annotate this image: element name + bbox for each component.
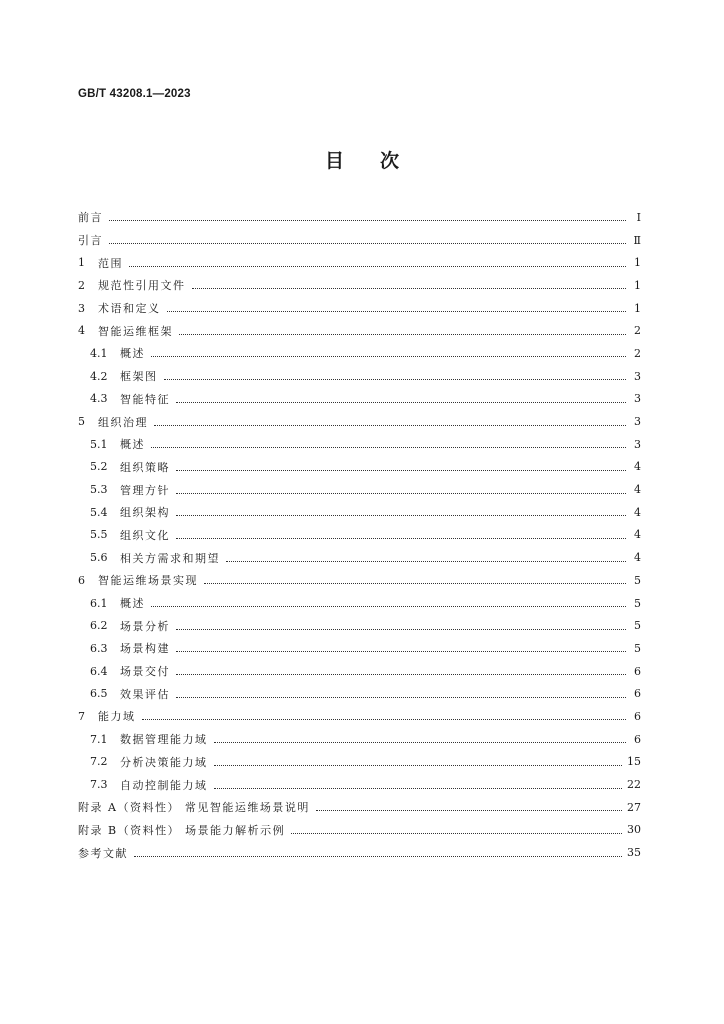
toc-entry-label: 场景分析 [120, 619, 170, 633]
toc-entry-number: 6.3 [90, 641, 108, 655]
toc-entry-number: 6.5 [90, 687, 108, 701]
toc-entry-page: 6 [634, 732, 641, 746]
toc-entry-page: 3 [634, 369, 641, 383]
toc-entry-page: 1 [634, 301, 641, 315]
toc-entry-label: 效果评估 [120, 687, 170, 701]
toc-entry-page: 5 [634, 596, 641, 610]
dot-leader [154, 424, 626, 426]
dot-leader [151, 446, 626, 448]
toc-entry[interactable] [78, 682, 641, 705]
dot-leader [226, 560, 626, 562]
toc-entry-label: 相关方需求和期望 [120, 551, 220, 565]
toc-entry-number: 4.1 [90, 346, 108, 360]
dot-leader [291, 832, 622, 834]
dot-leader [176, 469, 626, 471]
dot-leader [151, 355, 626, 357]
toc-entry-label: 范围 [98, 256, 123, 270]
dot-leader [176, 537, 626, 539]
toc-entry[interactable] [78, 501, 641, 524]
toc-entry-label: 组织文化 [120, 528, 170, 542]
dot-leader [176, 492, 626, 494]
standard-code: GB/T 43208.1—2023 [78, 88, 191, 100]
toc-entry-number: 5.1 [90, 437, 108, 451]
toc-entry-page: 6 [634, 709, 641, 723]
toc-entry-label: 自动控制能力域 [120, 778, 208, 792]
toc-entry-label: 组织治理 [98, 415, 148, 429]
toc-entry-label: 概述 [120, 438, 145, 452]
toc-entry-label: 引言 [78, 234, 103, 248]
toc-entry[interactable] [78, 705, 641, 728]
dot-leader [179, 333, 626, 335]
toc-entry-number: 6.4 [90, 664, 108, 678]
toc-entry-page: 3 [634, 437, 641, 451]
toc-entry[interactable] [78, 456, 641, 479]
dot-leader [109, 219, 626, 221]
toc-entry-label: 场景构建 [120, 642, 170, 656]
toc-entry-label: 前言 [78, 211, 103, 225]
toc-entry-page: Ⅱ [633, 233, 641, 247]
dot-leader [192, 287, 627, 289]
toc-entry-label: 规范性引用文件 [98, 279, 186, 293]
toc-entry[interactable] [78, 206, 641, 229]
toc-entry-number: 2 [78, 278, 85, 292]
toc-entry-page: 30 [627, 823, 641, 837]
toc-entry-page: 4 [634, 505, 641, 519]
toc-entry-label: 智能运维场景实现 [98, 574, 198, 588]
toc-entry-label: 术语和定义 [98, 302, 161, 316]
toc-entry[interactable] [78, 592, 641, 615]
toc-entry[interactable] [78, 433, 641, 456]
toc-entry-number: 5 [78, 415, 85, 429]
toc-entry[interactable] [78, 274, 641, 297]
toc-entry-label: 管理方针 [120, 483, 170, 497]
dot-leader [167, 310, 627, 312]
toc-entry-number: 4.2 [90, 369, 108, 383]
toc-entry-label: 场景交付 [120, 665, 170, 679]
toc-entry-number: 6.2 [90, 619, 108, 633]
toc-entry-number: 7.1 [90, 732, 108, 746]
toc-entry-page: 35 [627, 846, 641, 860]
toc-entry[interactable] [78, 751, 641, 774]
toc-entry-number: 3 [78, 301, 85, 315]
toc-entry[interactable] [78, 365, 641, 388]
toc-entry-page: 6 [634, 687, 641, 701]
toc-entry[interactable] [78, 478, 641, 501]
toc-entry[interactable] [78, 773, 641, 796]
page-title: 目次 [324, 150, 435, 172]
toc-entry-number: 5.6 [90, 551, 108, 565]
toc-entry-label: 分析决策能力域 [120, 755, 208, 769]
toc-entry[interactable] [78, 819, 641, 842]
toc-entry[interactable] [78, 297, 641, 320]
toc-entry-page: 4 [634, 551, 641, 565]
dot-leader [214, 764, 623, 766]
toc-entry[interactable] [78, 660, 641, 683]
toc-entry[interactable] [78, 637, 641, 660]
dot-leader [164, 378, 627, 380]
toc-entry[interactable] [78, 388, 641, 411]
toc-entry-page: 1 [634, 278, 641, 292]
toc-entry-label: 组织策略 [120, 460, 170, 474]
toc-entry-page: 3 [634, 392, 641, 406]
toc-entry-page: 2 [634, 324, 641, 338]
dot-leader [129, 265, 626, 267]
toc-entry-page: 1 [634, 256, 641, 270]
toc-entry-label: 智能特征 [120, 392, 170, 406]
toc-entry-page: Ⅰ [636, 210, 641, 224]
toc-entry-number: 4.3 [90, 392, 108, 406]
toc-entry-label: 框架图 [120, 370, 158, 384]
toc-entry-label: 概述 [120, 597, 145, 611]
toc-entry[interactable] [78, 614, 641, 637]
dot-leader [176, 628, 626, 630]
toc-entry-page: 5 [634, 573, 641, 587]
toc-entry-label: 附录 B（资料性） 场景能力解析示例 [78, 823, 286, 837]
toc-entry-number: 7.3 [90, 778, 108, 792]
toc-entry-number: 5.3 [90, 483, 108, 497]
toc-entry-number: 1 [78, 256, 85, 270]
toc-entry-page: 2 [634, 346, 641, 360]
toc-entry-number: 4 [78, 324, 85, 338]
dot-leader [204, 582, 626, 584]
toc-entry-label: 智能运维框架 [98, 324, 173, 338]
dot-leader [176, 514, 626, 516]
toc-entry-page: 15 [627, 755, 641, 769]
toc-entry[interactable] [78, 728, 641, 751]
dot-leader [151, 605, 626, 607]
toc-entry[interactable] [78, 251, 641, 274]
toc-entry[interactable] [78, 410, 641, 433]
toc-entry-number: 5.4 [90, 505, 108, 519]
dot-leader [109, 242, 626, 244]
dot-leader [214, 741, 627, 743]
toc-entry-page: 27 [627, 800, 641, 814]
toc-entry-number: 7.2 [90, 755, 108, 769]
toc-entry[interactable] [78, 546, 641, 569]
toc-entry[interactable] [78, 229, 641, 252]
toc-entry[interactable] [78, 342, 641, 365]
toc-entry-label: 组织架构 [120, 506, 170, 520]
toc-entry-number: 6 [78, 573, 85, 587]
toc-entry[interactable] [78, 569, 641, 592]
toc-entry-number: 5.5 [90, 528, 108, 542]
dot-leader [176, 650, 626, 652]
toc-entry-label: 参考文献 [78, 846, 128, 860]
dot-leader [176, 673, 626, 675]
toc-entry-number: 7 [78, 709, 85, 723]
toc-entry-label: 数据管理能力域 [120, 733, 208, 747]
toc-entry[interactable] [78, 841, 641, 864]
toc-entry-page: 3 [634, 415, 641, 429]
toc-entry-label: 概述 [120, 347, 145, 361]
toc-entry-page: 6 [634, 664, 641, 678]
toc-entry-number: 6.1 [90, 596, 108, 610]
toc-entry-page: 5 [634, 641, 641, 655]
toc-entry-page: 4 [634, 460, 641, 474]
toc-entry-page: 22 [627, 778, 641, 792]
toc-entry-page: 4 [634, 528, 641, 542]
toc-entry-label: 能力域 [98, 710, 136, 724]
table-of-contents [78, 206, 641, 864]
toc-entry-page: 5 [634, 619, 641, 633]
toc-entry-page: 4 [634, 483, 641, 497]
toc-entry-label: 附录 A（资料性） 常见智能运维场景说明 [78, 801, 310, 815]
toc-entry[interactable] [78, 319, 641, 342]
dot-leader [134, 855, 622, 857]
dot-leader [142, 718, 627, 720]
dot-leader [176, 696, 626, 698]
dot-leader [316, 809, 622, 811]
dot-leader [176, 401, 626, 403]
dot-leader [214, 787, 623, 789]
toc-entry[interactable] [78, 796, 641, 819]
toc-entry[interactable] [78, 524, 641, 547]
toc-entry-number: 5.2 [90, 460, 108, 474]
